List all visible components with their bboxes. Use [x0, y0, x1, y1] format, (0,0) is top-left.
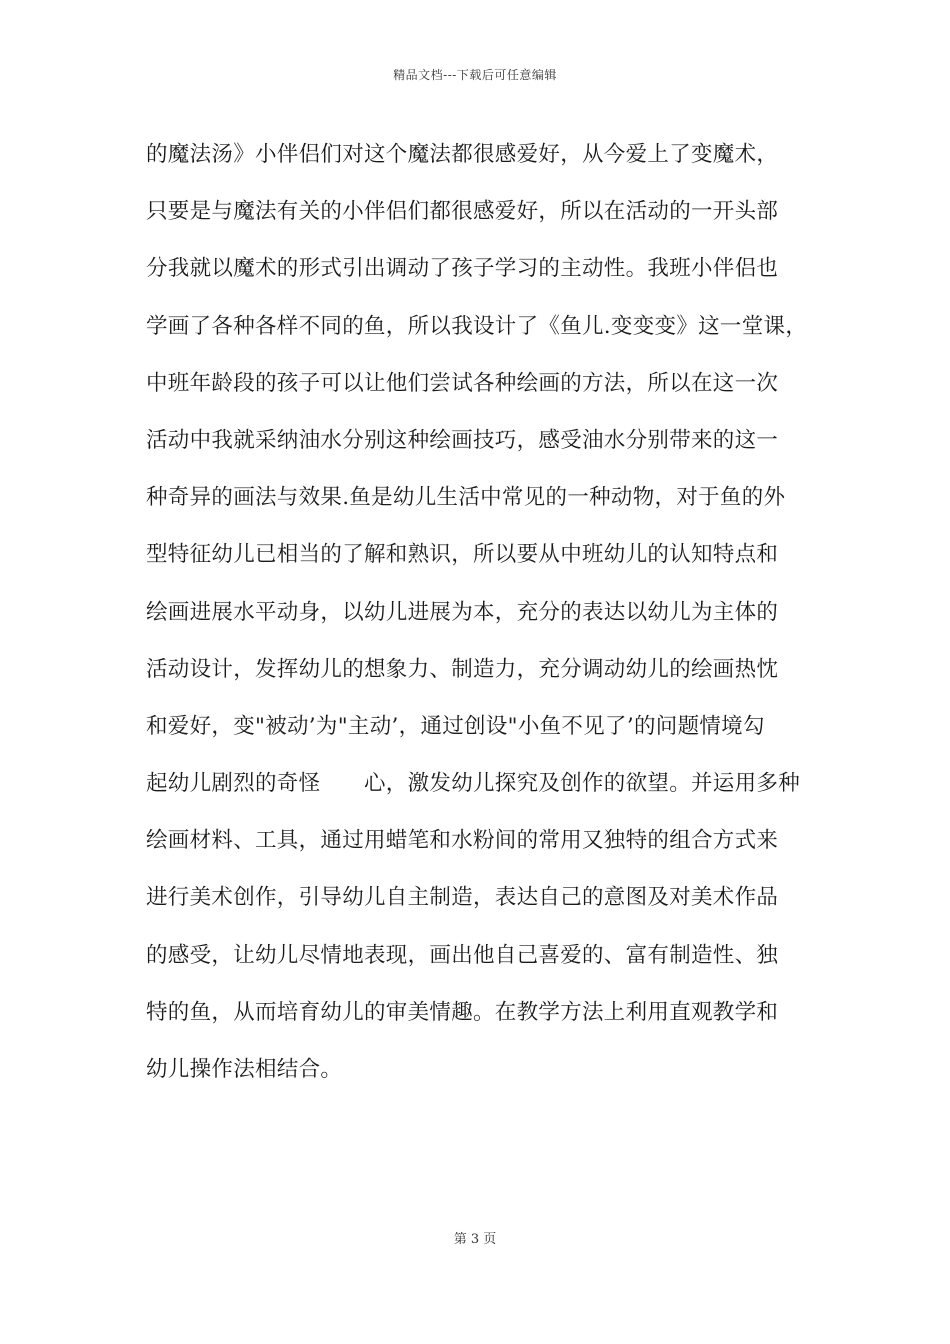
paragraph-line: 型特征幼儿已相当的了解和熟识，所以要从中班幼儿的认知特点和 — [146, 542, 779, 568]
paragraph-line: 起幼儿剧烈的奇怪 心，激发幼儿探究及创作的欲望。并运用多种 — [146, 771, 801, 797]
paragraph-line: 的感受，让幼儿尽情地表现，画出他自己喜爱的、富有制造性、独 — [146, 942, 779, 968]
paragraph-line: 种奇异的画法与效果.鱼是幼儿生活中常见的一种动物，对于鱼的外 — [146, 485, 786, 511]
paragraph-line: 中班年龄段的孩子可以让他们尝试各种绘画的方法，所以在这一次 — [146, 370, 779, 396]
page-header: 精品文档---下载后可任意编辑 — [393, 68, 557, 82]
paragraph-line: 特的鱼，从而培育幼儿的审美情趣。在教学方法上利用直观教学和 — [146, 999, 779, 1025]
paragraph-line: 的魔法汤》小伴侣们对这个魔法都很感爱好，从今爱上了变魔术， — [146, 142, 779, 167]
paragraph-line: 绘画材料、工具，通过用蜡笔和水粉间的常用又独特的组合方式来 — [146, 828, 779, 854]
paragraph-line: 活动中我就采纳油水分别这种绘画技巧，感受油水分别带来的这一 — [146, 427, 779, 453]
paragraph-line: 学画了各种各样不同的鱼，所以我设计了《鱼儿.变变变》这一堂课， — [146, 313, 808, 339]
paragraph-line: 分我就以魔术的形式引出调动了孩子学习的主动性。我班小伴侣也 — [146, 256, 779, 282]
page-number: 第 3 页 — [453, 1232, 497, 1247]
paragraph-line: 活动设计，发挥幼儿的想象力、制造力，充分调动幼儿的绘画热忱 — [146, 656, 779, 682]
paragraph-line: 幼儿操作法相结合。 — [146, 1057, 343, 1082]
paragraph-line: 进行美术创作，引导幼儿自主制造，表达自己的意图及对美术作品 — [146, 885, 779, 911]
paragraph-line: 和爱好，变"被动’为"主动’，通过创设"小鱼不见了’的问题情境勾 — [146, 713, 765, 739]
paragraph-line: 绘画进展水平动身，以幼儿进展为本，充分的表达以幼儿为主体的 — [146, 599, 779, 625]
document-body — [146, 126, 826, 1098]
paragraph-line: 只要是与魔法有关的小伴侣们都很感爱好，所以在活动的一开头部 — [146, 199, 779, 225]
